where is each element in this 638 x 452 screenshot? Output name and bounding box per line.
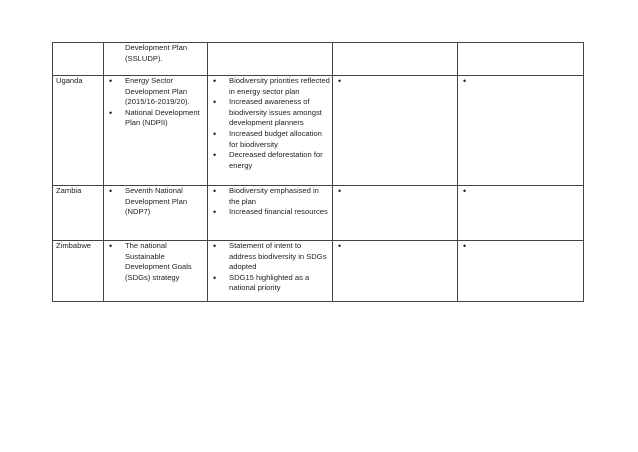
empty-cell: [458, 186, 584, 241]
table-row-continuation: [53, 43, 584, 76]
empty-cell: [458, 76, 584, 186]
bullet-icon: •: [463, 76, 467, 86]
empty-cell: [333, 241, 458, 302]
note-item: • Statement of intent to address biodiversity in SDGs adopted: [211, 241, 330, 273]
notes-cell: [208, 241, 333, 302]
plan-cell: [104, 241, 208, 302]
plan-item: • Energy Sector Development Plan (2015/16-2019/20).: [107, 76, 205, 108]
table-row-zimbabwe: [53, 241, 584, 302]
plan-cell: [104, 76, 208, 186]
empty-bullet: [461, 186, 581, 197]
plan-tail-line: Development Plan: [125, 43, 188, 52]
empty-bullet: [336, 76, 455, 87]
bullet-icon: •: [338, 186, 342, 196]
note-item: • Increased financial resources: [211, 207, 330, 218]
table-row-zambia: [53, 186, 584, 241]
empty-cell: [458, 43, 584, 76]
plan-item: • Seventh National Development Plan (NDP7): [107, 186, 205, 218]
bullet-icon: •: [463, 186, 467, 196]
plan-cell: [104, 43, 208, 76]
notes-list: [211, 241, 330, 294]
empty-bullet: [336, 186, 455, 197]
empty-bullet: [461, 241, 581, 252]
empty-bullet: [336, 241, 455, 252]
note-item: • SDG15 highlighted as a national priority: [211, 273, 330, 294]
bullet-icon: •: [338, 76, 342, 86]
plan-cell: [104, 186, 208, 241]
country-cell: [53, 43, 104, 76]
notes-cell: [208, 76, 333, 186]
country-cell: Zimbabwe: [53, 241, 104, 302]
empty-bullet: [461, 76, 581, 87]
empty-cell: [458, 241, 584, 302]
country-cell: Uganda: [53, 76, 104, 186]
biodiversity-mainstreaming-table: [52, 42, 584, 302]
plan-tail-line: (SSLUDP).: [125, 53, 163, 63]
plan-list: [107, 241, 205, 283]
empty-cell: [333, 76, 458, 186]
country-cell: Zambia: [53, 186, 104, 241]
note-item: • Decreased deforestation for energy: [211, 150, 330, 171]
plan-list: [107, 76, 205, 129]
bullet-icon: •: [338, 241, 342, 251]
bullet-icon: •: [463, 241, 467, 251]
empty-cell: [333, 43, 458, 76]
notes-list: [211, 186, 330, 218]
plan-item: • National Development Plan (NDPII): [107, 108, 205, 129]
notes-list: [211, 76, 330, 171]
notes-cell: [208, 43, 333, 76]
note-item: • Increased awareness of biodiversity issues amongst development planners: [211, 97, 330, 129]
empty-cell: [333, 186, 458, 241]
notes-cell: [208, 186, 333, 241]
note-item: • Increased budget allocation for biodiversity: [211, 129, 330, 150]
plan-list: [107, 186, 205, 218]
table-row-uganda: [53, 76, 584, 186]
note-item: • Biodiversity priorities reflected in energy sector plan: [211, 76, 330, 97]
plan-item: • The national Sustainable Development Goals (SDGs) strategy: [107, 241, 205, 283]
note-item: • Biodiversity emphasised in the plan: [211, 186, 330, 207]
